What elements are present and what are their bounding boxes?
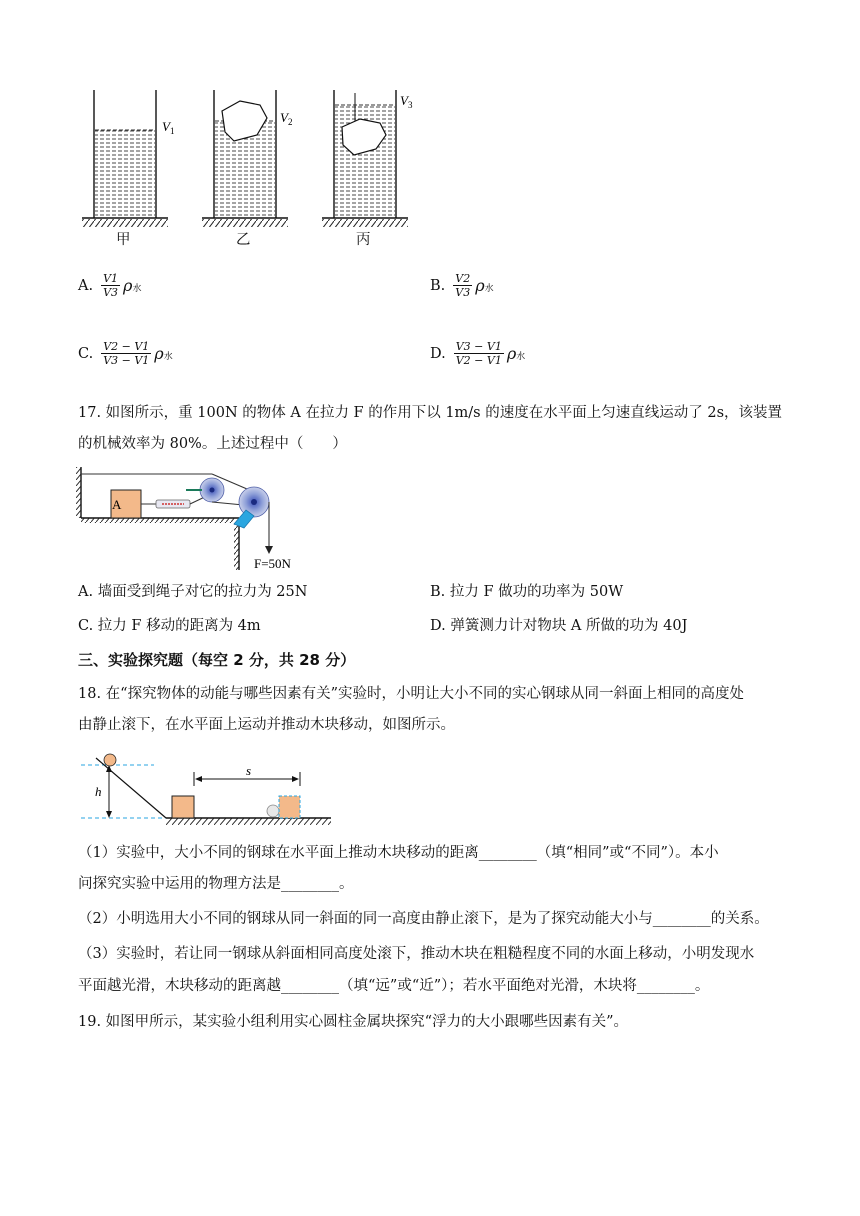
- q18-part3-line1: （3）实验时，若让同一钢球从斜面相同高度处滚下，推动木块在粗糙程度不同的水面上移动，小明发现水: [78, 946, 755, 962]
- cylinder-jia: [82, 90, 168, 227]
- svg-text:A: A: [112, 497, 122, 512]
- svg-text:s: s: [246, 763, 252, 778]
- q18-part3-line2: 平面越光滑，木块移动的距离越________（填“远”或“近”）；若水平面绝对光滑，木块将________。: [78, 978, 710, 994]
- svg-text:h: h: [95, 784, 102, 799]
- q16-option-c[interactable]: C. $\frac{V2 - V1}{V3 - V1}$ ρ水: [78, 340, 173, 367]
- q17-option-a[interactable]: A. 墙面受到绳子对它的拉力为 25N: [78, 584, 308, 600]
- svg-text:F=50N: F=50N: [254, 556, 291, 571]
- q16-option-d[interactable]: D. $\frac{V3 - V1}{V2 - V1}$ ρ水: [430, 340, 526, 367]
- q18-part1-line1: （1）实验中，大小不同的钢球在水平面上推动木块移动的距离________（填“相同”或“不同”）。本小: [78, 845, 719, 861]
- q17-stem-line2: 的机械效率为 80%。上述过程中（ ）: [78, 436, 347, 452]
- section-heading: 三、实验探究题（每空 2 分，共 28 分）: [78, 651, 356, 669]
- fig16-label-jia: 甲: [116, 232, 131, 248]
- fig16-label-bing: 丙: [356, 232, 371, 248]
- q17-option-b[interactable]: B. 拉力 F 做功的功率为 50W: [430, 584, 624, 600]
- cylinder-yi: [202, 90, 288, 227]
- q17-option-d[interactable]: D. 弹簧测力计对物块 A 所做的功为 40J: [430, 618, 688, 634]
- q16-option-b[interactable]: B. $\frac{V2}{V3}$ ρ水: [430, 272, 494, 299]
- svg-text:V3: $V_3$: [400, 93, 413, 110]
- q19-stem-line1: 19. 如图甲所示，某实验小组利用实心圆柱金属块探究“浮力的大小跟哪些因素有关”。: [78, 1014, 628, 1030]
- svg-text:V1: $V_1$: [162, 119, 175, 136]
- q18-part2: （2）小明选用大小不同的钢球从同一斜面的同一高度由静止滚下，是为了探究动能大小与________的关系。: [78, 911, 769, 927]
- q16-c-fraction: $\frac{V2 - V1}{V3 - V1}$: [103, 340, 150, 367]
- q16-option-a[interactable]: A. $\frac{V1}{V3}$ ρ水: [78, 272, 142, 299]
- svg-text:V2: $V_2$: [280, 110, 293, 127]
- q18-stem-line2: 由静止滚下，在水平面上运动并推动木块移动，如图所示。: [78, 717, 455, 733]
- figure-incline-ball-block: [76, 748, 338, 830]
- figure-pulley-system: [76, 462, 366, 572]
- cylinder-bing: [322, 90, 408, 227]
- q17-stem-line1: 17. 如图所示，重 100N 的物体 A 在拉力 F 的作用下以 1m/s 的速度在水平面上匀速直线运动了 2s，该装置: [78, 405, 783, 421]
- q18-part1-line2: 问探究实验中运用的物理方法是________。: [78, 876, 354, 892]
- q18-stem-line1: 18. 在“探究物体的动能与哪些因素有关”实验时，小明让大小不同的实心钢球从同一斜面上相同的高度处: [78, 686, 744, 702]
- q16-b-fraction: $\frac{V2}{V3}$: [455, 272, 471, 299]
- q16-a-fraction: $\frac{V1}{V3}$: [103, 272, 119, 299]
- q17-option-c[interactable]: C. 拉力 F 移动的距离为 4m: [78, 618, 261, 634]
- fig16-label-yi: 乙: [236, 232, 251, 248]
- q16-d-fraction: $\frac{V3 - V1}{V2 - V1}$: [455, 340, 502, 367]
